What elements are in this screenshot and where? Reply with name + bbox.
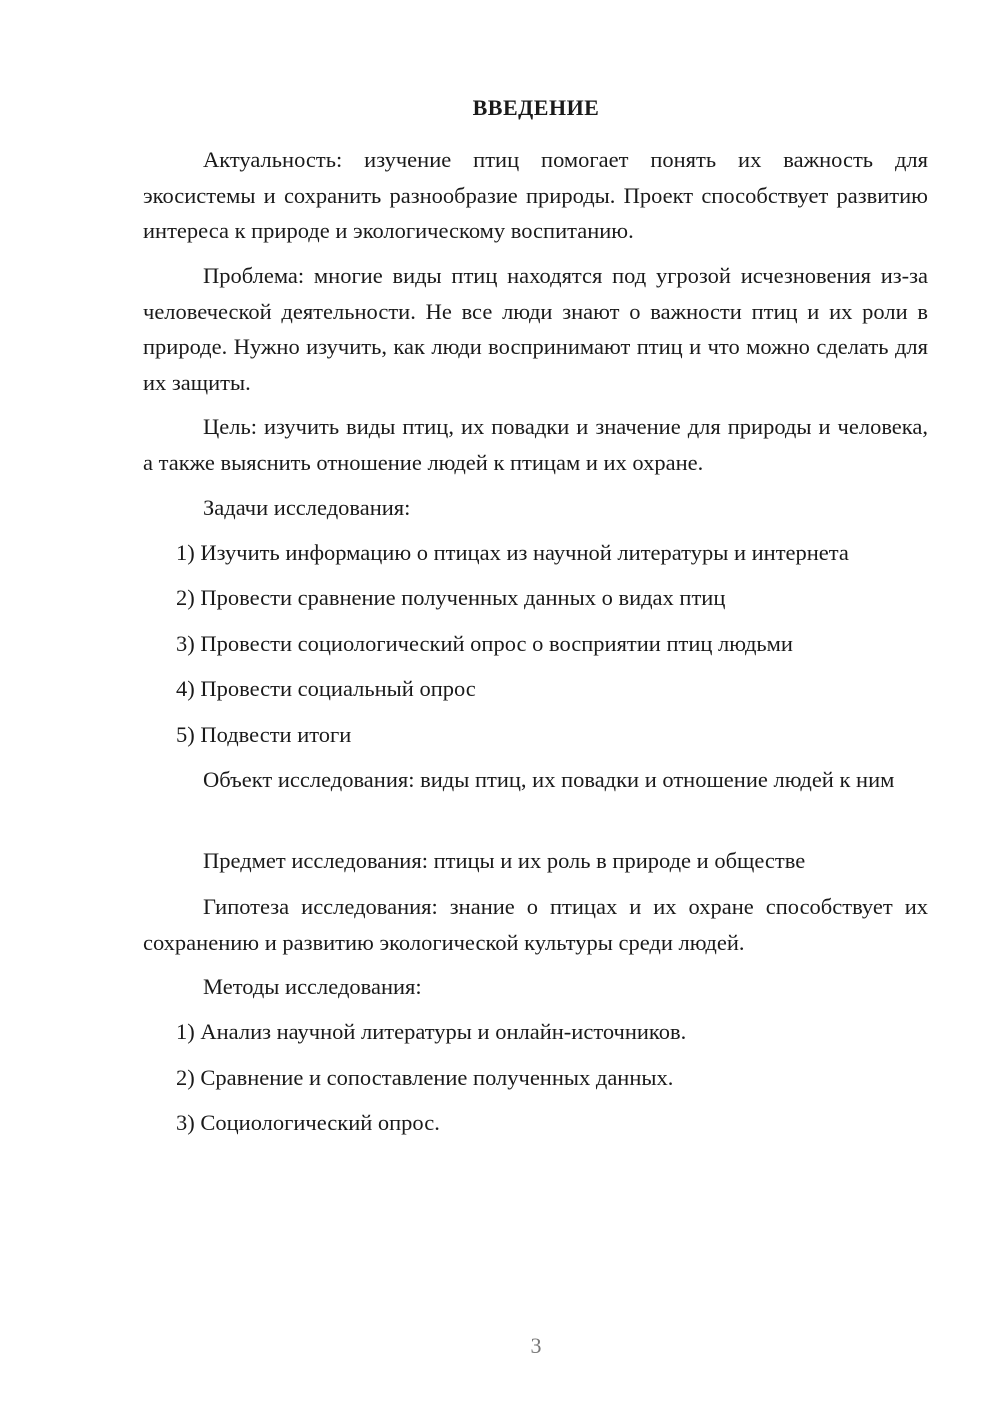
page-number: 3 [530, 1333, 542, 1358]
goal-paragraph: Цель: изучить виды птиц, их повадки и значение для природы и человека, а также выяснить отношение людей к птицам и их охране. [143, 414, 928, 475]
method-item: 3) Социологический опрос. [176, 1110, 440, 1135]
tasks-heading: Задачи исследования: [203, 495, 411, 520]
method-item: 1) Анализ научной литературы и онлайн-источников. [176, 1019, 687, 1044]
task-item: 1) Изучить информацию о птицах из научной литературы и интернета [176, 540, 849, 565]
relevance-paragraph: Актуальность: изучение птиц помогает понять их важность для экосистемы и сохранить разнообразие природы. Проект способствует развитию интереса к природе и экологическому воспитанию. [143, 147, 928, 243]
subject-paragraph: Предмет исследования: птицы и их роль в природе и обществе [203, 848, 806, 873]
task-item: 3) Провести социологический опрос о восприятии птиц людьми [176, 631, 793, 656]
object-paragraph: Объект исследования: виды птиц, их повадки и отношение людей к ним [203, 767, 895, 792]
section-heading: ВВЕДЕНИЕ [472, 95, 600, 120]
task-item: 5) Подвести итоги [176, 722, 352, 747]
method-item: 2) Сравнение и сопоставление полученных данных. [176, 1065, 674, 1090]
methods-heading: Методы исследования: [203, 974, 422, 999]
hypothesis-paragraph: Гипотеза исследования: знание о птицах и их охране способствует их сохранению и развитию экологической культуры среди людей. [143, 894, 928, 955]
task-item: 2) Провести сравнение полученных данных о видах птиц [176, 585, 726, 610]
task-item: 4) Провести социальный опрос [176, 676, 476, 701]
problem-paragraph: Проблема: многие виды птиц находятся под угрозой исчезновения из-за человеческой деятельности. Не все люди знают о важности птиц и их роли в природе. Нужно изучить, как люди воспринимают птиц и что можно сделать для их защиты. [143, 263, 928, 395]
